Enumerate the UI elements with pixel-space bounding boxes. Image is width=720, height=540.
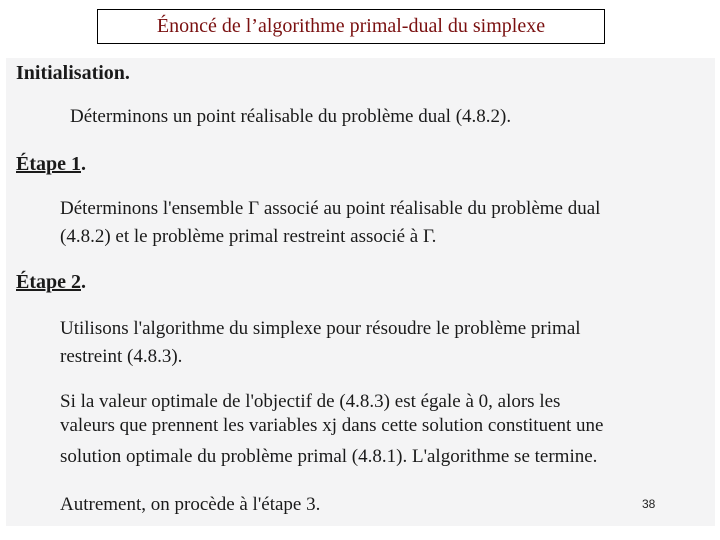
init-heading-text: Initialisation: [16, 62, 125, 84]
step2-heading-text: Étape 2: [16, 271, 81, 293]
step2-heading: Étape 2.: [16, 271, 86, 293]
page-number: 38: [642, 497, 656, 511]
step2-p1-line2: restreint (4.8.3).: [60, 346, 183, 367]
step2-p2-line3: solution optimale du problème primal (4.8.1). L'algorithme se termine.: [60, 446, 598, 467]
slide-title-text: Énoncé de l’algorithme primal-dual du simplexe: [156, 15, 546, 37]
step2-p1-line1: Utilisons l'algorithme du simplexe pour résoudre le problème primal: [60, 318, 581, 339]
step1-heading: Étape 1.: [16, 153, 86, 175]
scanned-page: [6, 58, 715, 526]
step2-p2-line1: Si la valeur optimale de l'objectif de (4.8.3) est égale à 0, alors les: [60, 391, 561, 412]
step2-p2-line2: valeurs que prennent les variables xj dans cette solution constituent une: [60, 415, 604, 436]
slide-title: [97, 9, 605, 44]
init-text: Déterminons un point réalisable du problème dual (4.8.2).: [70, 106, 512, 127]
step1-line1: Déterminons l'ensemble Γ associé au point réalisable du problème dual: [60, 198, 601, 219]
step1-heading-text: Étape 1: [16, 153, 81, 175]
step2-p3: Autrement, on procède à l'étape 3.: [60, 494, 321, 515]
step1-line2: (4.8.2) et le problème primal restreint associé à Γ.: [60, 226, 437, 247]
init-heading: Initialisation.: [16, 62, 130, 84]
